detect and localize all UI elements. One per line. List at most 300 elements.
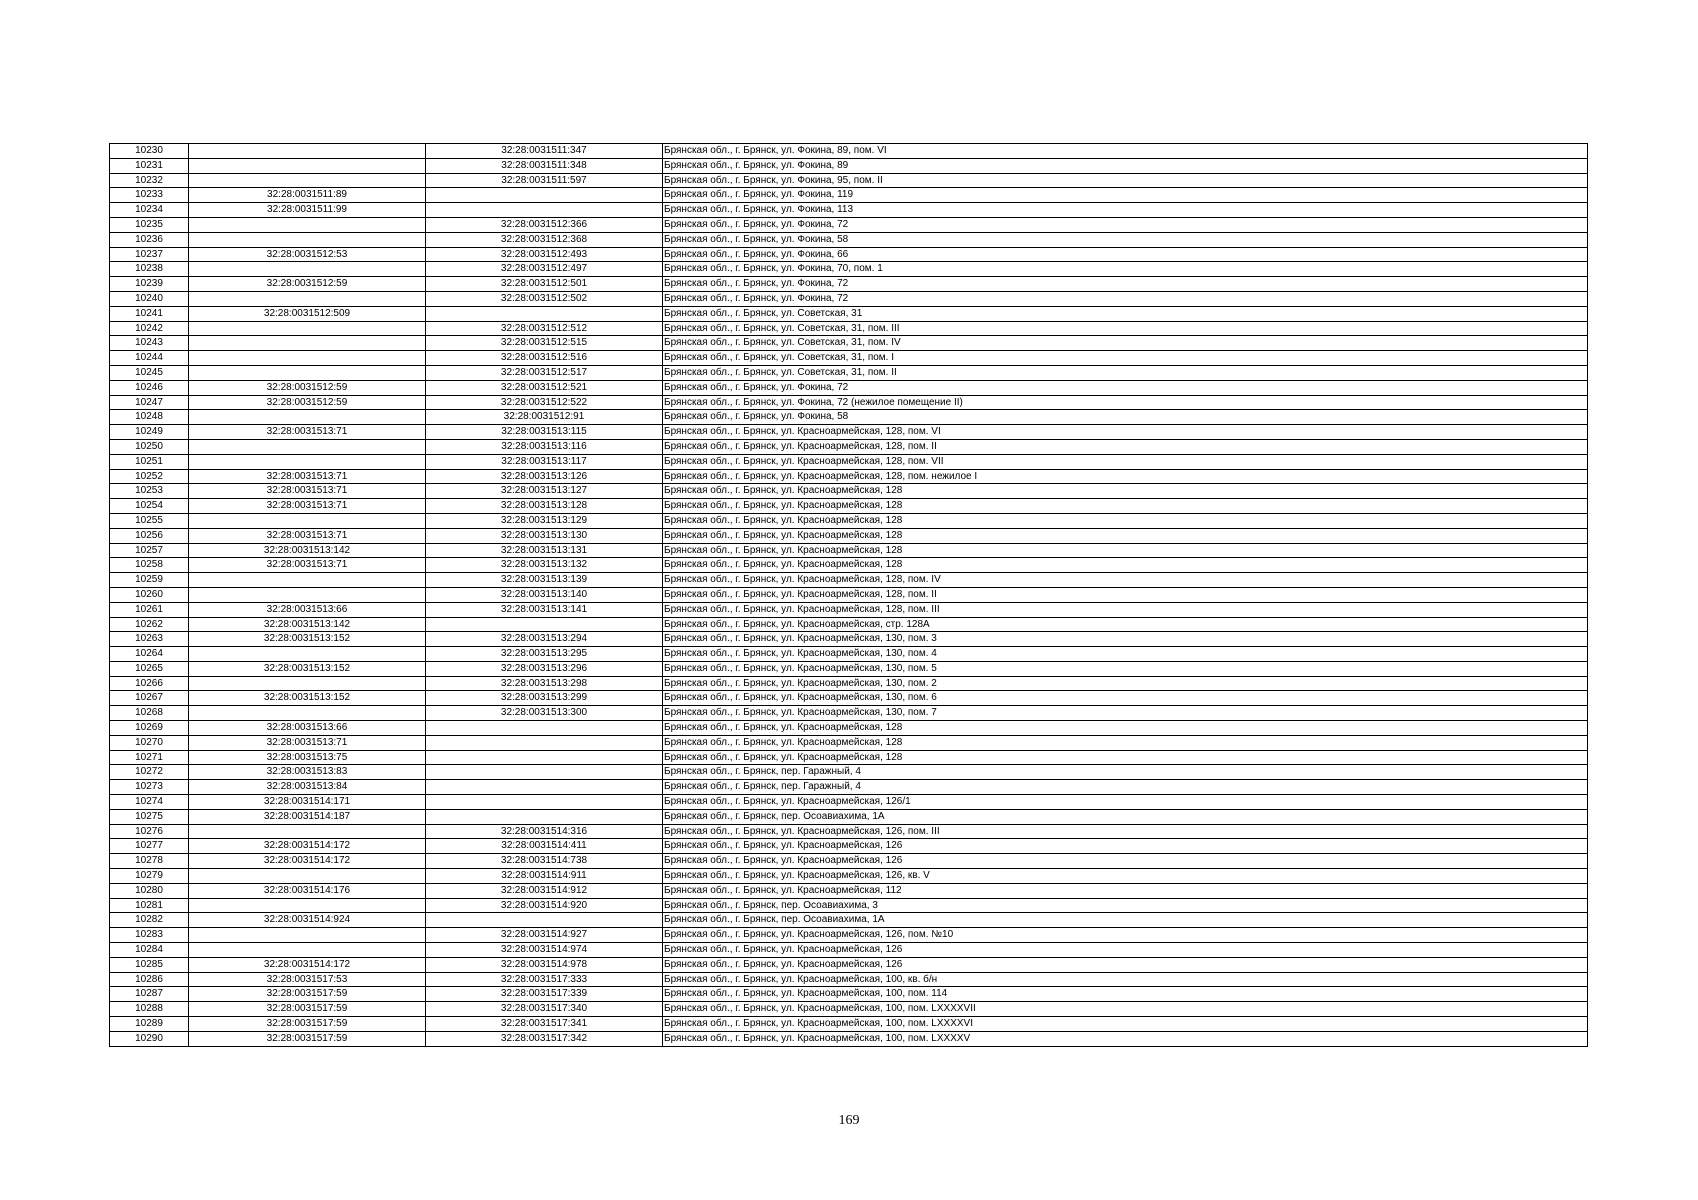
land-cadastral-number-cell (189, 173, 426, 188)
object-cadastral-number-cell: 32:28:0031513:127 (426, 484, 663, 499)
land-cadastral-number-cell (189, 676, 426, 691)
land-cadastral-number-cell (189, 706, 426, 721)
land-cadastral-number-cell (189, 439, 426, 454)
record-number-cell: 10290 (110, 1031, 189, 1046)
table-row (110, 425, 1588, 440)
table-row (110, 262, 1588, 277)
table-row (110, 277, 1588, 292)
object-cadastral-number-cell: 32:28:0031513:294 (426, 632, 663, 647)
object-cadastral-number-cell: 32:28:0031512:91 (426, 410, 663, 425)
object-cadastral-number-cell: 32:28:0031512:502 (426, 291, 663, 306)
address-cell: Брянская обл., г. Брянск, ул. Фокина, 58 (663, 410, 1588, 425)
table-row (110, 232, 1588, 247)
object-cadastral-number-cell: 32:28:0031512:368 (426, 232, 663, 247)
address-cell: Брянская обл., г. Брянск, ул. Красноармейская, 128 (663, 750, 1588, 765)
address-cell: Брянская обл., г. Брянск, ул. Красноармейская, 100, пом. LXXXXV (663, 1031, 1588, 1046)
address-cell: Брянская обл., г. Брянск, ул. Красноармейская, 128, пом. IV (663, 573, 1588, 588)
record-number-cell: 10287 (110, 987, 189, 1002)
record-number-cell: 10281 (110, 898, 189, 913)
address-cell: Брянская обл., г. Брянск, ул. Красноармейская, 126, пом. №10 (663, 928, 1588, 943)
land-cadastral-number-cell (189, 351, 426, 366)
object-cadastral-number-cell: 32:28:0031513:298 (426, 676, 663, 691)
address-cell: Брянская обл., г. Брянск, ул. Фокина, 58 (663, 232, 1588, 247)
table-row (110, 632, 1588, 647)
record-number-cell: 10241 (110, 306, 189, 321)
address-cell: Брянская обл., г. Брянск, ул. Красноармейская, 112 (663, 883, 1588, 898)
table-row (110, 617, 1588, 632)
table-row (110, 706, 1588, 721)
record-number-cell: 10251 (110, 454, 189, 469)
address-cell: Брянская обл., г. Брянск, ул. Красноармейская, 128 (663, 735, 1588, 750)
table-row (110, 395, 1588, 410)
record-number-cell: 10284 (110, 943, 189, 958)
record-number-cell: 10235 (110, 217, 189, 232)
land-cadastral-number-cell (189, 928, 426, 943)
table-row (110, 543, 1588, 558)
table-row (110, 558, 1588, 573)
object-cadastral-number-cell (426, 780, 663, 795)
object-cadastral-number-cell (426, 617, 663, 632)
land-cadastral-number-cell (189, 824, 426, 839)
table-row (110, 380, 1588, 395)
table-row (110, 883, 1588, 898)
land-cadastral-number-cell: 32:28:0031514:176 (189, 883, 426, 898)
address-cell: Брянская обл., г. Брянск, ул. Советская, 31, пом. I (663, 351, 1588, 366)
land-cadastral-number-cell: 32:28:0031513:71 (189, 469, 426, 484)
record-number-cell: 10249 (110, 425, 189, 440)
land-cadastral-number-cell: 32:28:0031511:89 (189, 188, 426, 203)
table-row (110, 203, 1588, 218)
address-cell: Брянская обл., г. Брянск, ул. Фокина, 72 (663, 277, 1588, 292)
address-cell: Брянская обл., г. Брянск, ул. Фокина, 89 (663, 158, 1588, 173)
land-cadastral-number-cell (189, 573, 426, 588)
object-cadastral-number-cell (426, 735, 663, 750)
address-cell: Брянская обл., г. Брянск, ул. Красноармейская, 126 (663, 957, 1588, 972)
object-cadastral-number-cell (426, 306, 663, 321)
land-cadastral-number-cell: 32:28:0031513:66 (189, 721, 426, 736)
land-cadastral-number-cell: 32:28:0031514:171 (189, 795, 426, 810)
address-cell: Брянская обл., г. Брянск, пер. Осоавиахима, 1А (663, 809, 1588, 824)
address-cell: Брянская обл., г. Брянск, ул. Красноармейская, 128 (663, 543, 1588, 558)
table-row (110, 587, 1588, 602)
address-cell: Брянская обл., г. Брянск, ул. Красноармейская, 128, пом. III (663, 602, 1588, 617)
record-number-cell: 10280 (110, 883, 189, 898)
land-cadastral-number-cell (189, 365, 426, 380)
table-row (110, 336, 1588, 351)
table-row (110, 765, 1588, 780)
address-cell: Брянская обл., г. Брянск, ул. Красноармейская, 130, пом. 3 (663, 632, 1588, 647)
table-row (110, 291, 1588, 306)
object-cadastral-number-cell: 32:28:0031511:597 (426, 173, 663, 188)
record-number-cell: 10263 (110, 632, 189, 647)
table-row (110, 484, 1588, 499)
table-row (110, 321, 1588, 336)
record-number-cell: 10271 (110, 750, 189, 765)
land-cadastral-number-cell: 32:28:0031517:53 (189, 972, 426, 987)
record-number-cell: 10262 (110, 617, 189, 632)
record-number-cell: 10238 (110, 262, 189, 277)
address-cell: Брянская обл., г. Брянск, ул. Фокина, 72 (663, 380, 1588, 395)
land-cadastral-number-cell: 32:28:0031513:75 (189, 750, 426, 765)
table-row (110, 439, 1588, 454)
record-number-cell: 10264 (110, 647, 189, 662)
address-cell: Брянская обл., г. Брянск, ул. Фокина, 95, пом. II (663, 173, 1588, 188)
object-cadastral-number-cell: 32:28:0031512:517 (426, 365, 663, 380)
record-number-cell: 10289 (110, 1017, 189, 1032)
object-cadastral-number-cell: 32:28:0031513:295 (426, 647, 663, 662)
record-number-cell: 10252 (110, 469, 189, 484)
address-cell: Брянская обл., г. Брянск, пер. Осоавиахима, 1А (663, 913, 1588, 928)
record-number-cell: 10231 (110, 158, 189, 173)
record-number-cell: 10258 (110, 558, 189, 573)
table-row (110, 957, 1588, 972)
land-cadastral-number-cell (189, 144, 426, 159)
address-cell: Брянская обл., г. Брянск, ул. Советская, 31, пом. IV (663, 336, 1588, 351)
land-cadastral-number-cell: 32:28:0031513:71 (189, 425, 426, 440)
land-cadastral-number-cell: 32:28:0031513:71 (189, 499, 426, 514)
land-cadastral-number-cell (189, 898, 426, 913)
table-row (110, 795, 1588, 810)
object-cadastral-number-cell: 32:28:0031512:522 (426, 395, 663, 410)
address-cell: Брянская обл., г. Брянск, ул. Советская, 31 (663, 306, 1588, 321)
object-cadastral-number-cell: 32:28:0031514:411 (426, 839, 663, 854)
record-number-cell: 10254 (110, 499, 189, 514)
object-cadastral-number-cell (426, 721, 663, 736)
object-cadastral-number-cell: 32:28:0031513:300 (426, 706, 663, 721)
object-cadastral-number-cell: 32:28:0031513:115 (426, 425, 663, 440)
page-number: 169 (838, 1113, 860, 1128)
table-row (110, 365, 1588, 380)
table-row (110, 987, 1588, 1002)
record-number-cell: 10250 (110, 439, 189, 454)
table-row (110, 913, 1588, 928)
address-cell: Брянская обл., г. Брянск, ул. Красноармейская, 128 (663, 513, 1588, 528)
address-cell: Брянская обл., г. Брянск, ул. Красноармейская, 130, пом. 2 (663, 676, 1588, 691)
object-cadastral-number-cell: 32:28:0031514:978 (426, 957, 663, 972)
record-number-cell: 10275 (110, 809, 189, 824)
land-cadastral-number-cell: 32:28:0031511:99 (189, 203, 426, 218)
address-cell: Брянская обл., г. Брянск, пер. Осоавиахима, 3 (663, 898, 1588, 913)
object-cadastral-number-cell: 32:28:0031512:521 (426, 380, 663, 395)
record-number-cell: 10237 (110, 247, 189, 262)
address-cell: Брянская обл., г. Брянск, ул. Фокина, 113 (663, 203, 1588, 218)
object-cadastral-number-cell: 32:28:0031512:497 (426, 262, 663, 277)
object-cadastral-number-cell: 32:28:0031513:132 (426, 558, 663, 573)
object-cadastral-number-cell: 32:28:0031511:348 (426, 158, 663, 173)
object-cadastral-number-cell (426, 809, 663, 824)
record-number-cell: 10248 (110, 410, 189, 425)
address-cell: Брянская обл., г. Брянск, ул. Фокина, 72 (663, 217, 1588, 232)
address-cell: Брянская обл., г. Брянск, ул. Фокина, 70, пом. 1 (663, 262, 1588, 277)
record-number-cell: 10286 (110, 972, 189, 987)
object-cadastral-number-cell: 32:28:0031513:130 (426, 528, 663, 543)
record-number-cell: 10243 (110, 336, 189, 351)
table-row (110, 928, 1588, 943)
table-row (110, 602, 1588, 617)
table-row (110, 750, 1588, 765)
record-number-cell: 10240 (110, 291, 189, 306)
object-cadastral-number-cell (426, 765, 663, 780)
address-cell: Брянская обл., г. Брянск, ул. Советская, 31, пом. II (663, 365, 1588, 380)
table-row (110, 351, 1588, 366)
record-number-cell: 10242 (110, 321, 189, 336)
land-cadastral-number-cell: 32:28:0031517:59 (189, 1031, 426, 1046)
land-cadastral-number-cell (189, 217, 426, 232)
table-row (110, 735, 1588, 750)
record-number-cell: 10236 (110, 232, 189, 247)
record-number-cell: 10277 (110, 839, 189, 854)
object-cadastral-number-cell (426, 913, 663, 928)
address-cell: Брянская обл., г. Брянск, ул. Красноармейская, 128, пом. VII (663, 454, 1588, 469)
table-row (110, 188, 1588, 203)
land-cadastral-number-cell (189, 587, 426, 602)
land-cadastral-number-cell: 32:28:0031514:172 (189, 839, 426, 854)
address-cell: Брянская обл., г. Брянск, ул. Фокина, 72 (663, 291, 1588, 306)
address-cell: Брянская обл., г. Брянск, ул. Красноармейская, 130, пом. 6 (663, 691, 1588, 706)
land-cadastral-number-cell: 32:28:0031514:172 (189, 957, 426, 972)
object-cadastral-number-cell: 32:28:0031513:141 (426, 602, 663, 617)
table-row (110, 247, 1588, 262)
record-number-cell: 10272 (110, 765, 189, 780)
object-cadastral-number-cell: 32:28:0031514:738 (426, 854, 663, 869)
object-cadastral-number-cell: 32:28:0031517:333 (426, 972, 663, 987)
address-cell: Брянская обл., г. Брянск, ул. Красноармейская, 128 (663, 528, 1588, 543)
address-cell: Брянская обл., г. Брянск, ул. Красноармейская, 128, пом. II (663, 439, 1588, 454)
table-row (110, 839, 1588, 854)
table-row (110, 676, 1588, 691)
land-cadastral-number-cell (189, 454, 426, 469)
land-cadastral-number-cell: 32:28:0031514:172 (189, 854, 426, 869)
land-cadastral-number-cell: 32:28:0031513:83 (189, 765, 426, 780)
table-row (110, 306, 1588, 321)
table-row (110, 144, 1588, 159)
record-number-cell: 10274 (110, 795, 189, 810)
table-row (110, 898, 1588, 913)
address-cell: Брянская обл., г. Брянск, ул. Красноармейская, 128 (663, 558, 1588, 573)
record-number-cell: 10256 (110, 528, 189, 543)
address-cell: Брянская обл., г. Брянск, ул. Советская, 31, пом. III (663, 321, 1588, 336)
object-cadastral-number-cell: 32:28:0031512:501 (426, 277, 663, 292)
object-cadastral-number-cell: 32:28:0031514:316 (426, 824, 663, 839)
land-cadastral-number-cell (189, 158, 426, 173)
object-cadastral-number-cell: 32:28:0031517:340 (426, 1002, 663, 1017)
object-cadastral-number-cell: 32:28:0031513:131 (426, 543, 663, 558)
table-row (110, 1002, 1588, 1017)
land-cadastral-number-cell: 32:28:0031513:71 (189, 528, 426, 543)
land-cadastral-number-cell: 32:28:0031514:187 (189, 809, 426, 824)
land-cadastral-number-cell (189, 262, 426, 277)
object-cadastral-number-cell: 32:28:0031513:299 (426, 691, 663, 706)
record-number-cell: 10276 (110, 824, 189, 839)
object-cadastral-number-cell: 32:28:0031513:126 (426, 469, 663, 484)
object-cadastral-number-cell: 32:28:0031513:296 (426, 661, 663, 676)
table-row (110, 173, 1588, 188)
object-cadastral-number-cell: 32:28:0031513:129 (426, 513, 663, 528)
land-cadastral-number-cell: 32:28:0031513:71 (189, 735, 426, 750)
record-number-cell: 10239 (110, 277, 189, 292)
table-row (110, 454, 1588, 469)
object-cadastral-number-cell: 32:28:0031517:342 (426, 1031, 663, 1046)
object-cadastral-number-cell: 32:28:0031513:117 (426, 454, 663, 469)
record-number-cell: 10246 (110, 380, 189, 395)
address-cell: Брянская обл., г. Брянск, ул. Красноармейская, 126 (663, 943, 1588, 958)
record-number-cell: 10232 (110, 173, 189, 188)
land-cadastral-number-cell (189, 321, 426, 336)
object-cadastral-number-cell: 32:28:0031517:341 (426, 1017, 663, 1032)
address-cell: Брянская обл., г. Брянск, ул. Красноармейская, 128 (663, 484, 1588, 499)
land-cadastral-number-cell: 32:28:0031517:59 (189, 987, 426, 1002)
record-number-cell: 10282 (110, 913, 189, 928)
registry-table-body (110, 144, 1588, 1047)
object-cadastral-number-cell: 32:28:0031512:512 (426, 321, 663, 336)
record-number-cell: 10234 (110, 203, 189, 218)
address-cell: Брянская обл., г. Брянск, ул. Красноармейская, 128, пом. II (663, 587, 1588, 602)
table-row (110, 661, 1588, 676)
record-number-cell: 10244 (110, 351, 189, 366)
record-number-cell: 10233 (110, 188, 189, 203)
object-cadastral-number-cell: 32:28:0031513:128 (426, 499, 663, 514)
address-cell: Брянская обл., г. Брянск, ул. Красноармейская, 100, пом. LXXXXVI (663, 1017, 1588, 1032)
object-cadastral-number-cell: 32:28:0031512:493 (426, 247, 663, 262)
land-cadastral-number-cell (189, 943, 426, 958)
address-cell: Брянская обл., г. Брянск, ул. Красноармейская, 128, пом. нежилое I (663, 469, 1588, 484)
address-cell: Брянская обл., г. Брянск, пер. Гаражный, 4 (663, 765, 1588, 780)
object-cadastral-number-cell (426, 750, 663, 765)
address-cell: Брянская обл., г. Брянск, ул. Красноармейская, 126, пом. III (663, 824, 1588, 839)
address-cell: Брянская обл., г. Брянск, ул. Красноармейская, 100, пом. 114 (663, 987, 1588, 1002)
record-number-cell: 10285 (110, 957, 189, 972)
table-row (110, 217, 1588, 232)
address-cell: Брянская обл., г. Брянск, ул. Фокина, 66 (663, 247, 1588, 262)
address-cell: Брянская обл., г. Брянск, ул. Красноармейская, 126/1 (663, 795, 1588, 810)
object-cadastral-number-cell: 32:28:0031512:516 (426, 351, 663, 366)
address-cell: Брянская обл., г. Брянск, ул. Красноармейская, 128 (663, 721, 1588, 736)
table-row (110, 972, 1588, 987)
land-cadastral-number-cell (189, 410, 426, 425)
table-row (110, 869, 1588, 884)
land-cadastral-number-cell: 32:28:0031513:142 (189, 543, 426, 558)
land-cadastral-number-cell (189, 291, 426, 306)
address-cell: Брянская обл., г. Брянск, ул. Красноармейская, 128 (663, 499, 1588, 514)
table-row (110, 824, 1588, 839)
land-cadastral-number-cell (189, 513, 426, 528)
object-cadastral-number-cell (426, 795, 663, 810)
address-cell: Брянская обл., г. Брянск, ул. Фокина, 119 (663, 188, 1588, 203)
land-cadastral-number-cell: 32:28:0031512:509 (189, 306, 426, 321)
record-number-cell: 10266 (110, 676, 189, 691)
record-number-cell: 10283 (110, 928, 189, 943)
land-cadastral-number-cell: 32:28:0031517:59 (189, 1017, 426, 1032)
land-cadastral-number-cell: 32:28:0031512:59 (189, 395, 426, 410)
table-row (110, 158, 1588, 173)
address-cell: Брянская обл., г. Брянск, ул. Красноармейская, 126 (663, 854, 1588, 869)
address-cell: Брянская обл., г. Брянск, ул. Красноармейская, 126 (663, 839, 1588, 854)
address-cell: Брянская обл., г. Брянск, ул. Красноармейская, стр. 128А (663, 617, 1588, 632)
record-number-cell: 10253 (110, 484, 189, 499)
record-number-cell: 10260 (110, 587, 189, 602)
object-cadastral-number-cell (426, 188, 663, 203)
land-cadastral-number-cell: 32:28:0031512:59 (189, 380, 426, 395)
record-number-cell: 10270 (110, 735, 189, 750)
object-cadastral-number-cell: 32:28:0031514:974 (426, 943, 663, 958)
address-cell: Брянская обл., г. Брянск, ул. Фокина, 72 (нежилое помещение II) (663, 395, 1588, 410)
address-cell: Брянская обл., г. Брянск, ул. Красноармейская, 100, пом. LXXXXVII (663, 1002, 1588, 1017)
address-cell: Брянская обл., г. Брянск, ул. Красноармейская, 130, пом. 7 (663, 706, 1588, 721)
address-cell: Брянская обл., г. Брянск, ул. Красноармейская, 130, пом. 5 (663, 661, 1588, 676)
address-cell: Брянская обл., г. Брянск, ул. Красноармейская, 126, кв. V (663, 869, 1588, 884)
object-cadastral-number-cell: 32:28:0031513:140 (426, 587, 663, 602)
land-cadastral-number-cell: 32:28:0031513:152 (189, 661, 426, 676)
record-number-cell: 10261 (110, 602, 189, 617)
land-cadastral-number-cell: 32:28:0031513:84 (189, 780, 426, 795)
land-cadastral-number-cell: 32:28:0031513:152 (189, 632, 426, 647)
record-number-cell: 10288 (110, 1002, 189, 1017)
address-cell: Брянская обл., г. Брянск, ул. Красноармейская, 128, пом. VI (663, 425, 1588, 440)
record-number-cell: 10255 (110, 513, 189, 528)
record-number-cell: 10267 (110, 691, 189, 706)
land-cadastral-number-cell: 32:28:0031513:152 (189, 691, 426, 706)
table-row (110, 469, 1588, 484)
table-row (110, 647, 1588, 662)
table-row (110, 1031, 1588, 1046)
address-cell: Брянская обл., г. Брянск, ул. Фокина, 89, пом. VI (663, 144, 1588, 159)
address-cell: Брянская обл., г. Брянск, пер. Гаражный, 4 (663, 780, 1588, 795)
object-cadastral-number-cell: 32:28:0031513:116 (426, 439, 663, 454)
land-cadastral-number-cell: 32:28:0031513:142 (189, 617, 426, 632)
table-row (110, 1017, 1588, 1032)
land-cadastral-number-cell: 32:28:0031512:59 (189, 277, 426, 292)
table-row (110, 809, 1588, 824)
land-cadastral-number-cell: 32:28:0031514:924 (189, 913, 426, 928)
land-cadastral-number-cell: 32:28:0031513:66 (189, 602, 426, 617)
land-cadastral-number-cell: 32:28:0031513:71 (189, 558, 426, 573)
record-number-cell: 10273 (110, 780, 189, 795)
table-row (110, 780, 1588, 795)
record-number-cell: 10269 (110, 721, 189, 736)
land-cadastral-number-cell: 32:28:0031512:53 (189, 247, 426, 262)
property-registry-table (109, 143, 1588, 1047)
record-number-cell: 10278 (110, 854, 189, 869)
object-cadastral-number-cell (426, 203, 663, 218)
object-cadastral-number-cell: 32:28:0031511:347 (426, 144, 663, 159)
table-row (110, 499, 1588, 514)
table-row (110, 573, 1588, 588)
object-cadastral-number-cell: 32:28:0031513:139 (426, 573, 663, 588)
address-cell: Брянская обл., г. Брянск, ул. Красноармейская, 130, пом. 4 (663, 647, 1588, 662)
object-cadastral-number-cell: 32:28:0031512:366 (426, 217, 663, 232)
land-cadastral-number-cell (189, 647, 426, 662)
record-number-cell: 10265 (110, 661, 189, 676)
object-cadastral-number-cell: 32:28:0031514:912 (426, 883, 663, 898)
object-cadastral-number-cell: 32:28:0031512:515 (426, 336, 663, 351)
record-number-cell: 10245 (110, 365, 189, 380)
record-number-cell: 10247 (110, 395, 189, 410)
land-cadastral-number-cell (189, 232, 426, 247)
table-row (110, 721, 1588, 736)
record-number-cell: 10268 (110, 706, 189, 721)
object-cadastral-number-cell: 32:28:0031514:920 (426, 898, 663, 913)
land-cadastral-number-cell (189, 869, 426, 884)
object-cadastral-number-cell: 32:28:0031514:911 (426, 869, 663, 884)
table-row (110, 691, 1588, 706)
record-number-cell: 10259 (110, 573, 189, 588)
table-row (110, 513, 1588, 528)
table-row (110, 943, 1588, 958)
land-cadastral-number-cell (189, 336, 426, 351)
object-cadastral-number-cell: 32:28:0031514:927 (426, 928, 663, 943)
record-number-cell: 10230 (110, 144, 189, 159)
table-row (110, 854, 1588, 869)
